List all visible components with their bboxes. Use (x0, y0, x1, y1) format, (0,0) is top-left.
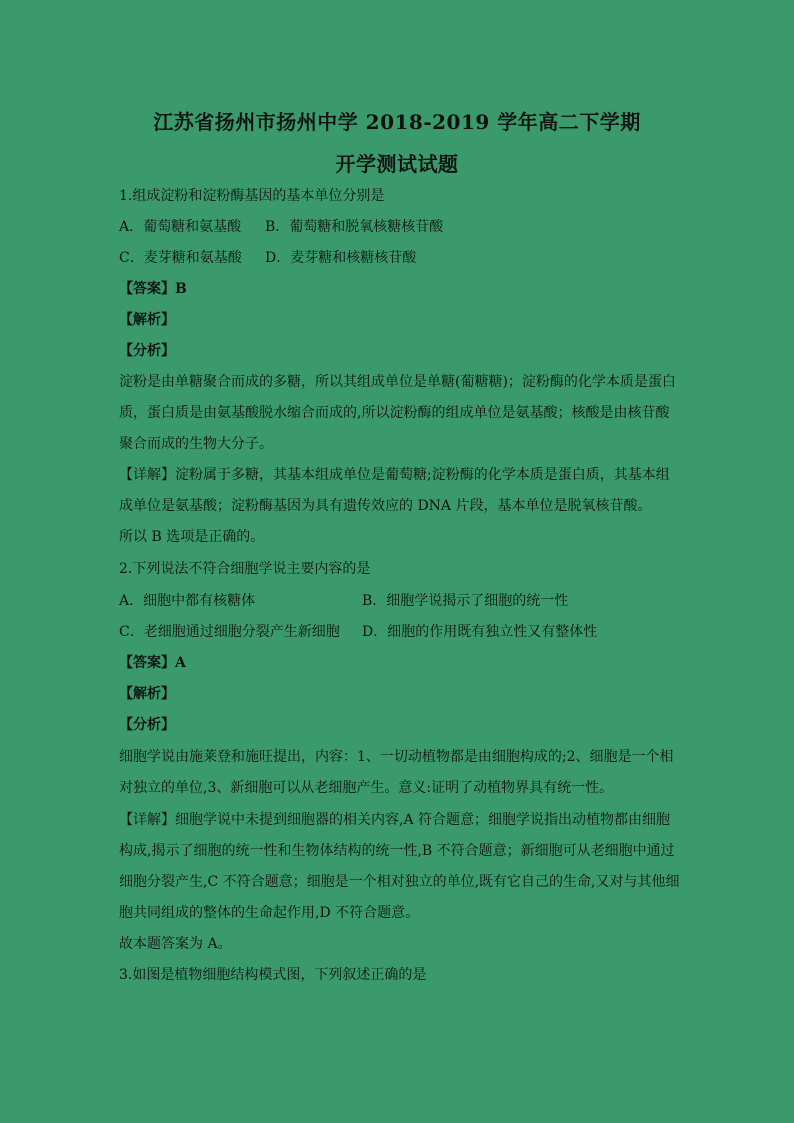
q1-answer: 【答案】B (119, 281, 187, 297)
q1-option-d: D．麦芽糖和核糖核苷酸 (265, 250, 417, 266)
q1-analysis-line: 淀粉是由单糖聚合而成的多糖，所以其组成单位是单糖(葡糖糖)；淀粉酶的化学本质是蛋白 (119, 374, 676, 390)
q1-fenxi-heading: 【分析】 (119, 343, 175, 359)
question-3-stem: 3.如图是植物细胞结构模式图，下列叙述正确的是 (119, 967, 427, 983)
q2-detail-line: 构成,揭示了细胞的统一性和生物体结构的统一性,B 不符合题意；新细胞可从老细胞中通过 (119, 843, 675, 859)
q2-option-d: D．细胞的作用既有独立性又有整体性 (362, 624, 598, 640)
q1-analysis-line: 质，蛋白质是由氨基酸脱水缩合而成的,所以淀粉酶的组成单位是氨基酸；核酸是由核苷酸 (119, 405, 670, 421)
question-2-stem: 2.下列说法不符合细胞学说主要内容的是 (119, 561, 371, 577)
q2-analysis-line: 对独立的单位,3、新细胞可以从老细胞产生。意义:证明了动植物界具有统一性。 (119, 780, 614, 796)
q2-fenxi-heading: 【分析】 (119, 717, 175, 733)
document-subtitle: 开学测试试题 (335, 152, 459, 176)
q2-detail-line: 【详解】细胞学说中未提到细胞器的相关内容,A 符合题意；细胞学说指出动植物都由细胞 (119, 812, 671, 828)
q2-option-a: A．细胞中都有核糖体 (119, 593, 256, 609)
q1-detail-line: 【详解】淀粉属于多糖，其基本组成单位是葡萄糖;淀粉酶的化学本质是蛋白质，其基本组 (119, 467, 670, 483)
question-1-stem: 1.组成淀粉和淀粉酶基因的基本单位分别是 (119, 188, 385, 204)
q2-answer: 【答案】A (119, 655, 186, 671)
q1-jiexi-heading: 【解析】 (119, 312, 175, 328)
q2-jiexi-heading: 【解析】 (119, 686, 175, 702)
q1-option-b: B．葡萄糖和脱氧核糖核苷酸 (265, 219, 444, 235)
q1-option-a: A．葡萄糖和氨基酸 (119, 219, 242, 235)
document-title: 江苏省扬州市扬州中学 2018-2019 学年高二下学期 (153, 110, 641, 134)
q2-option-b: B．细胞学说揭示了细胞的统一性 (362, 593, 569, 609)
q2-option-c: C．老细胞通过细胞分裂产生新细胞 (119, 624, 340, 640)
q2-detail-line: 胞共同组成的整体的生命起作用,D 不符合题意。 (119, 905, 420, 921)
q1-option-c: C．麦芽糖和氨基酸 (119, 250, 242, 266)
q1-analysis-line: 聚合而成的生物大分子。 (119, 436, 273, 452)
q2-analysis-line: 细胞学说由施莱登和施旺提出，内容：1、一切动植物都是由细胞构成的;2、细胞是一个相 (119, 749, 674, 765)
q2-detail-line: 细胞分裂产生,C 不符合题意；细胞是一个相对独立的单位,既有它自己的生命,又对与其他细 (119, 874, 680, 890)
q1-detail-line: 所以 B 选项是正确的。 (119, 529, 265, 545)
q1-detail-line: 成单位是氨基酸；淀粉酶基因为具有遗传效应的 DNA 片段，基本单位是脱氧核苷酸。 (119, 498, 652, 514)
q2-detail-line: 故本题答案为 A。 (119, 936, 232, 952)
